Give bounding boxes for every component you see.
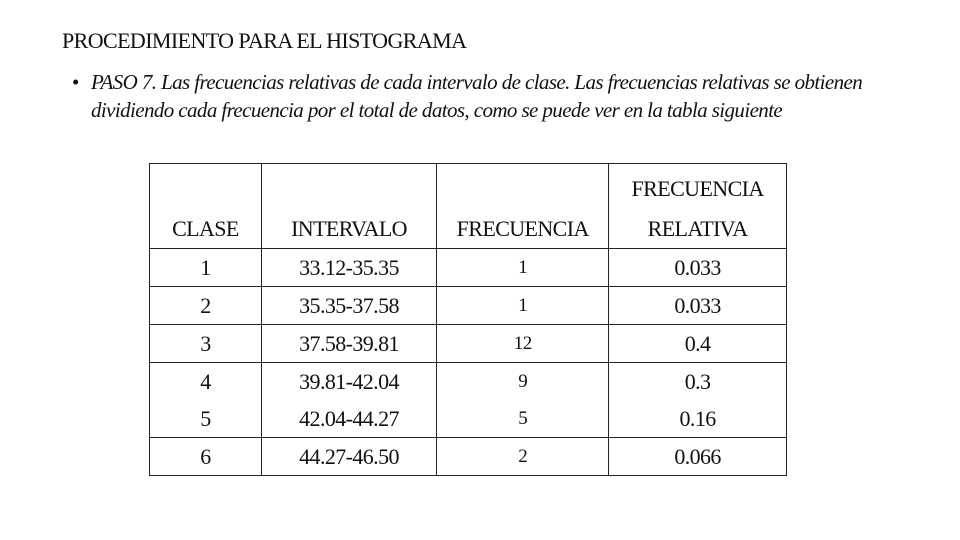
frequency-table <box>149 163 787 476</box>
cell-frecuencia: 9 <box>437 363 609 401</box>
cell-frecuencia: 12 <box>437 325 609 363</box>
cell-intervalo: 33.12-35.35 <box>261 249 436 287</box>
bullet-paragraph <box>72 68 932 124</box>
cell-clase: 5 <box>150 400 262 438</box>
header-intervalo: INTERVALO <box>261 164 436 249</box>
table-row <box>150 438 787 476</box>
cell-frecuencia: 1 <box>437 287 609 325</box>
bullet-text-1: PASO 7. Las frecuencias relativas de cada intervalo de clase. Las frecuencias relativas se obtienen <box>91 70 863 94</box>
cell-frecuencia: 5 <box>437 400 609 438</box>
cell-intervalo: 44.27-46.50 <box>261 438 436 476</box>
bullet-text-2: dividiendo cada frecuencia por el total de datos, como se puede ver en la tabla siguiente <box>91 98 783 122</box>
cell-relativa: 0.033 <box>609 287 787 325</box>
table-row <box>150 400 787 438</box>
cell-intervalo: 42.04-44.27 <box>261 400 436 438</box>
cell-clase: 4 <box>150 363 262 401</box>
header-relativa-top: FRECUENCIA <box>631 176 764 201</box>
cell-relativa: 0.4 <box>609 325 787 363</box>
bullet-line-1 <box>72 68 932 96</box>
slide-title: PROCEDIMIENTO PARA EL HISTOGRAMA <box>62 28 467 53</box>
table-row <box>150 325 787 363</box>
table-row <box>150 249 787 287</box>
cell-intervalo: 39.81-42.04 <box>261 363 436 401</box>
header-frecuencia: FRECUENCIA <box>437 164 609 249</box>
cell-intervalo: 37.58-39.81 <box>261 325 436 363</box>
cell-intervalo: 35.35-37.58 <box>261 287 436 325</box>
cell-clase: 1 <box>150 249 262 287</box>
header-clase: CLASE <box>150 164 262 249</box>
table-row <box>150 363 787 401</box>
bullet-line-2 <box>72 96 932 124</box>
cell-relativa: 0.16 <box>609 400 787 438</box>
table-header-row <box>150 164 787 249</box>
cell-relativa: 0.033 <box>609 249 787 287</box>
cell-clase: 2 <box>150 287 262 325</box>
cell-clase: 3 <box>150 325 262 363</box>
cell-clase: 6 <box>150 438 262 476</box>
header-relativa-bottom: RELATIVA <box>647 216 748 241</box>
cell-frecuencia: 1 <box>437 249 609 287</box>
cell-frecuencia: 2 <box>437 438 609 476</box>
table-row <box>150 287 787 325</box>
cell-relativa: 0.066 <box>609 438 787 476</box>
bullet-icon: • <box>72 70 79 94</box>
cell-relativa: 0.3 <box>609 363 787 401</box>
header-frecuencia-relativa <box>609 164 787 249</box>
